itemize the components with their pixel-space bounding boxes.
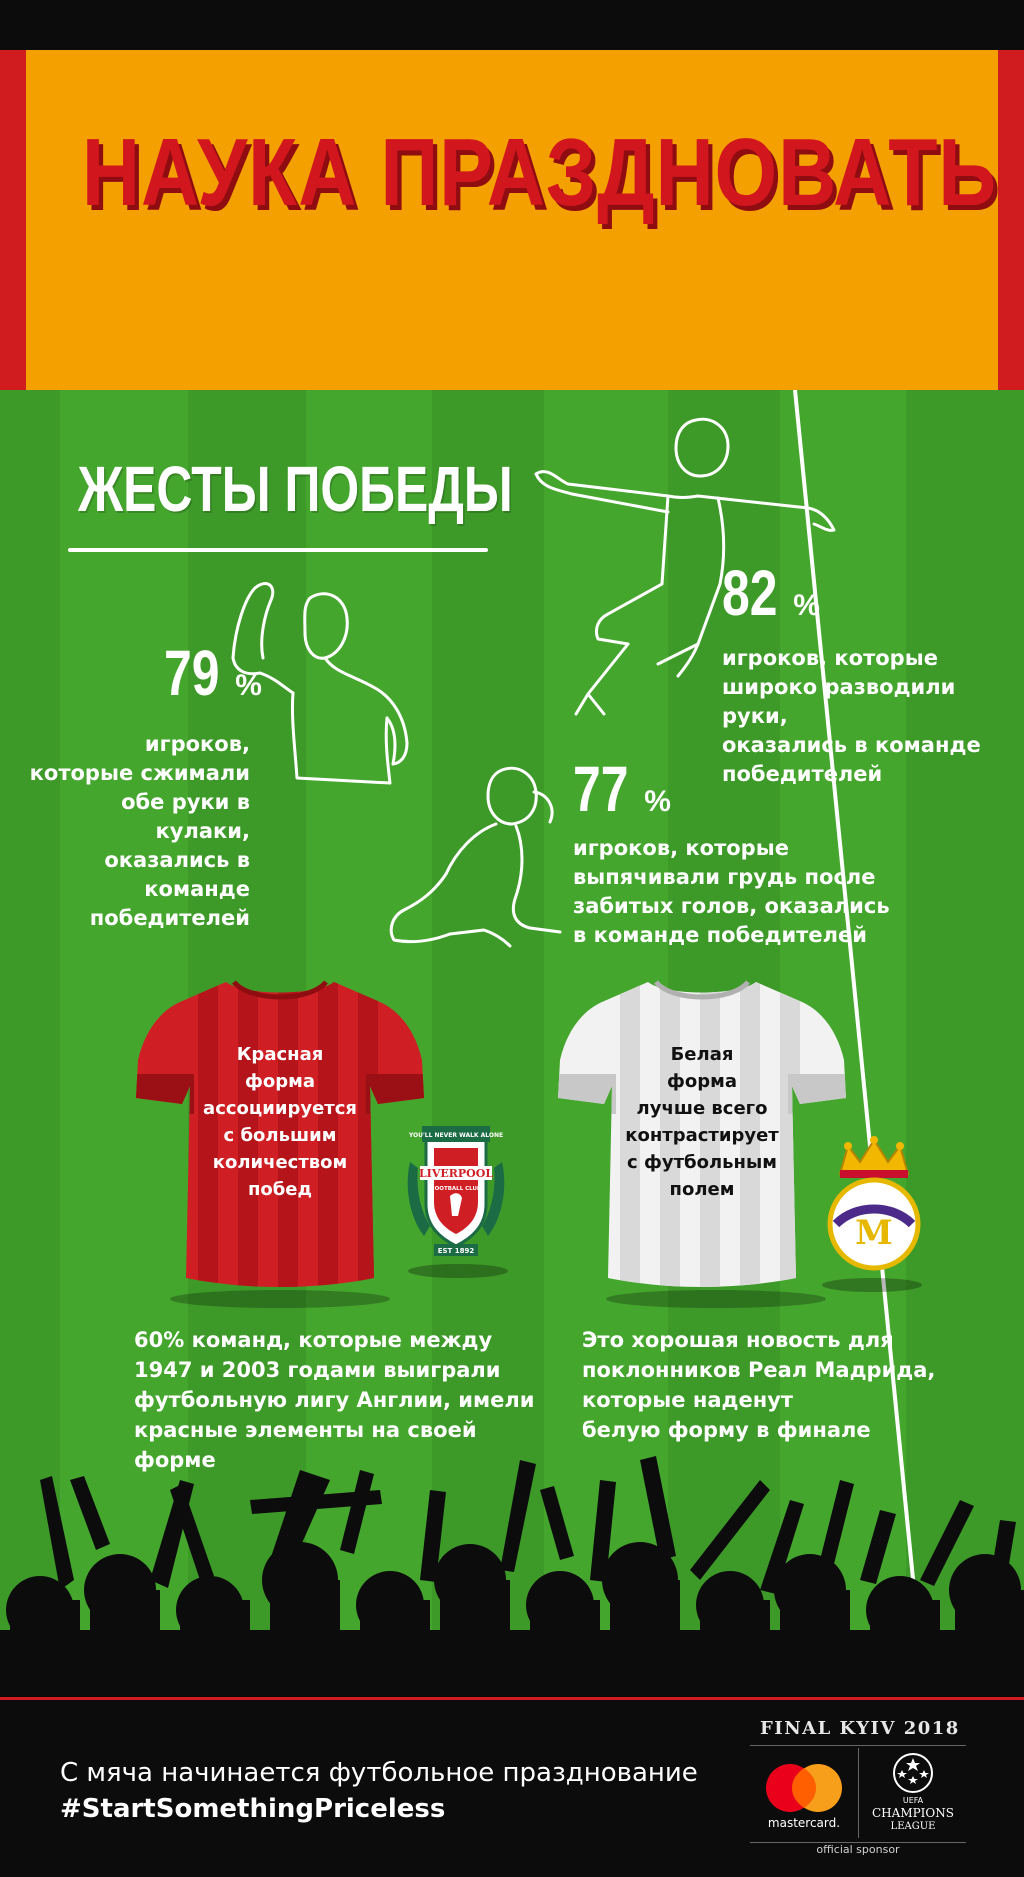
red-kit-caption-line: футбольную лигу Англии, имели <box>134 1388 535 1412</box>
white-jersey-line: полем <box>669 1179 735 1200</box>
stat-79-number <box>164 636 262 710</box>
white-jersey-line: контрастирует <box>625 1125 779 1146</box>
red-jersey-line: с большим <box>223 1125 337 1146</box>
stat-82-line: игроков, которые <box>722 646 938 670</box>
white-kit-caption <box>582 1325 1002 1445</box>
mastercard-wordmark: mastercard. <box>767 1816 841 1830</box>
footer-tagline: С мяча начинается футбольное празднование <box>60 1758 698 1788</box>
stat-82-line: оказались в команде <box>722 733 981 757</box>
liverpool-est: EST 1892 <box>437 1247 475 1255</box>
stat-77-percent: % <box>644 785 671 818</box>
section-underline <box>68 548 488 552</box>
official-sponsor-label: official sponsor <box>816 1843 900 1856</box>
stat-82-text <box>722 644 1012 789</box>
main-title: НАУКА ПРАЗДНОВАТЬ <box>81 119 998 226</box>
white-jersey-line: лучше всего <box>636 1098 768 1119</box>
white-kit-caption-line: белую форму в финале <box>582 1418 871 1442</box>
final-kyiv-label: FINAL KYIV 2018 <box>760 1718 960 1739</box>
svg-text:M: M <box>855 1213 893 1253</box>
white-kit-caption-line: которые наденут <box>582 1388 794 1412</box>
league-label: LEAGUE <box>890 1821 936 1832</box>
champions-league-starball-icon <box>892 1752 934 1794</box>
white-kit-caption-line: Это хорошая новость для <box>582 1328 894 1352</box>
stat-79-text <box>20 730 250 933</box>
liverpool-badge-shadow <box>408 1264 508 1278</box>
red-jersey-line: побед <box>247 1179 313 1200</box>
red-jersey-line: количеством <box>212 1152 348 1173</box>
red-kit-caption-line: 1947 и 2003 годами выиграли <box>134 1358 501 1382</box>
uefa-label: UEFA <box>902 1796 924 1805</box>
white-jersey-line: Белая <box>670 1044 734 1065</box>
stat-77-value: 77 <box>573 753 629 825</box>
white-jersey-line: форма <box>667 1071 737 1092</box>
white-jersey-shadow <box>606 1290 826 1308</box>
stat-79-line: которые сжимали <box>29 761 250 785</box>
white-kit-caption-line: поклонников Реал Мадрида, <box>582 1358 936 1382</box>
kneeling-slide-player-icon <box>384 762 574 952</box>
red-jersey-line: Красная <box>236 1044 324 1065</box>
stat-82-number <box>722 556 820 630</box>
liverpool-motto: YOU'LL NEVER WALK ALONE <box>408 1132 504 1139</box>
stat-77-line: забитых голов, оказались <box>573 894 890 918</box>
red-jersey-line: форма <box>245 1071 315 1092</box>
stat-77-line: игроков, которые <box>573 836 789 860</box>
stat-79-line: победителей <box>89 906 250 930</box>
stat-79-line: обе руки в кулаки, <box>121 790 250 843</box>
stat-79-line: оказались в команде <box>104 848 250 901</box>
stat-77-number <box>573 752 671 826</box>
red-jersey-label <box>190 1041 370 1203</box>
red-kit-caption-line: красные элементы на своей форме <box>134 1418 477 1472</box>
champions-label: CHAMPIONS <box>872 1806 954 1820</box>
stat-82-line: победителей <box>722 762 883 786</box>
crowd-silhouette-icon <box>0 1440 1024 1702</box>
stat-77-line: в команде победителей <box>573 923 867 947</box>
stat-82-value: 82 <box>722 557 778 629</box>
red-kit-caption-line: 60% команд, которые между <box>134 1328 493 1352</box>
liverpool-sub: FOOTBALL CLUB <box>430 1186 482 1192</box>
section-title: ЖЕСТЫ ПОБЕДЫ <box>78 453 513 525</box>
stat-82-line: широко разводили руки, <box>722 675 956 728</box>
stat-79-percent: % <box>235 669 262 702</box>
stat-77-text <box>573 834 893 950</box>
stat-82-percent: % <box>793 589 820 622</box>
stat-77-line: выпячивали грудь после <box>573 865 876 889</box>
sponsor-logo-divider <box>858 1748 859 1838</box>
real-madrid-crest-icon <box>826 1134 922 1274</box>
footer-hashtag: #StartSomethingPriceless <box>60 1794 446 1824</box>
stat-79-value: 79 <box>164 637 220 709</box>
stat-79-line: игроков, <box>144 732 250 756</box>
mastercard-logo-icon <box>762 1762 846 1814</box>
red-jersey-line: ассоциируется <box>203 1098 357 1119</box>
red-jersey-shadow <box>170 1290 390 1308</box>
white-jersey-line: с футбольным <box>627 1152 777 1173</box>
real-madrid-badge-shadow <box>822 1278 922 1292</box>
liverpool-name: LIVERPOOL <box>418 1167 494 1180</box>
liverpool-crest-icon <box>404 1118 508 1260</box>
white-jersey-label <box>612 1041 792 1203</box>
